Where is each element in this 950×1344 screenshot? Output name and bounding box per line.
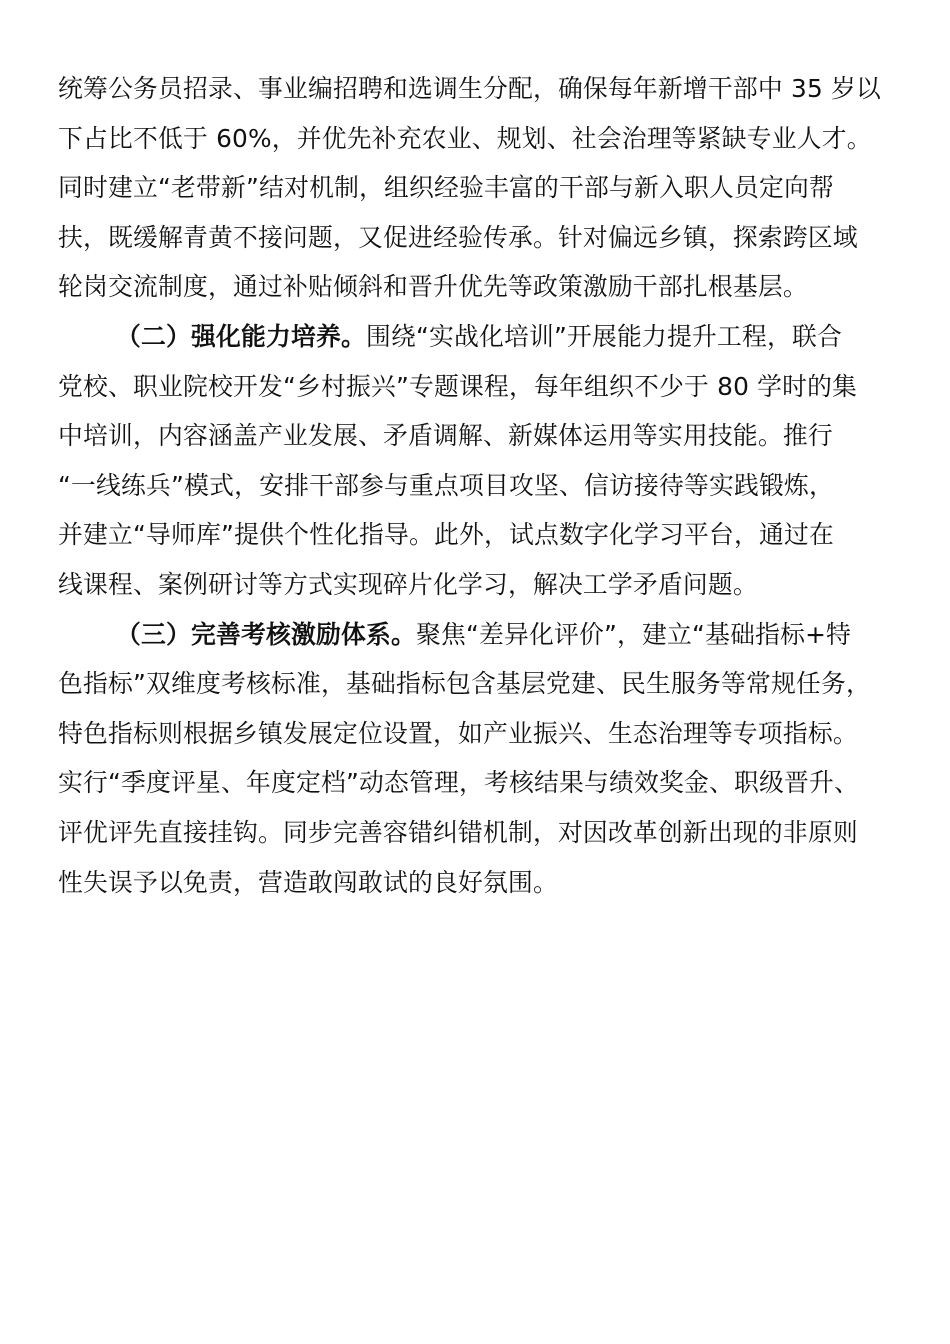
text-line: 下占比不低于 60%，并优先补充农业、规划、社会治理等紧缺专业人才。	[58, 123, 872, 153]
text-line: 中培训，内容涵盖产业发展、矛盾调解、新媒体运用等实用技能。推行	[58, 421, 833, 451]
text-line: 性失误予以免责，营造敢闯敢试的良好氛围。	[58, 867, 558, 897]
text-line: 并建立“导师库”提供个性化指导。此外，试点数字化学习平台，通过在	[58, 520, 835, 550]
text-line: 评优评先直接挂钩。同步完善容错纠错机制，对因改革创新出现的非原则	[58, 817, 858, 847]
text-line: 扶，既缓解青黄不接问题，又促进经验传承。针对偏远乡镇，探索跨区域	[58, 222, 858, 252]
text-line: 党校、职业院校开发“乡村振兴”专题课程，每年组织不少于 80 学时的集	[58, 371, 858, 401]
text-line: “一线练兵”模式，安排干部参与重点项目攻坚、信访接待等实践锻炼，	[58, 470, 835, 500]
paragraph-first-line	[58, 610, 894, 660]
text-line: 实行“季度评星、年度定档”动态管理，考核结果与绩效奖金、职级晋升、	[58, 768, 859, 798]
text-line: 统筹公务员招录、事业编招聘和选调生分配，确保每年新增干部中 35 岁以	[58, 74, 882, 103]
text-line: 特色指标则根据乡镇发展定位设置，如产业振兴、生态治理等专项指标。	[58, 718, 858, 748]
paragraph-assessment-incentive	[58, 610, 894, 908]
paragraph-capability-training	[58, 312, 894, 610]
text-line: 轮岗交流制度，通过补贴倾斜和晋升优先等政策激励干部扎根基层。	[58, 272, 808, 302]
text-line: 线课程、案例研讨等方式实现碎片化学习，解决工学矛盾问题。	[58, 569, 758, 599]
text-span: 聚焦“差异化评价”，建立“基础指标+特	[415, 619, 852, 649]
section-heading: （二）强化能力培养。	[116, 321, 366, 351]
paragraph-intro	[58, 64, 894, 312]
paragraph-first-line	[58, 312, 894, 362]
section-heading: （三）完善考核激励体系。	[116, 619, 416, 649]
text-line: 色指标”双维度考核标准，基础指标包含基层党建、民生服务等常规任务，	[58, 669, 871, 699]
text-line: 同时建立“老带新”结对机制，组织经验丰富的干部与新入职人员定向帮	[58, 173, 835, 203]
document-body	[58, 64, 894, 907]
text-span: 围绕“实战化培训”开展能力提升工程，联合	[365, 321, 843, 351]
